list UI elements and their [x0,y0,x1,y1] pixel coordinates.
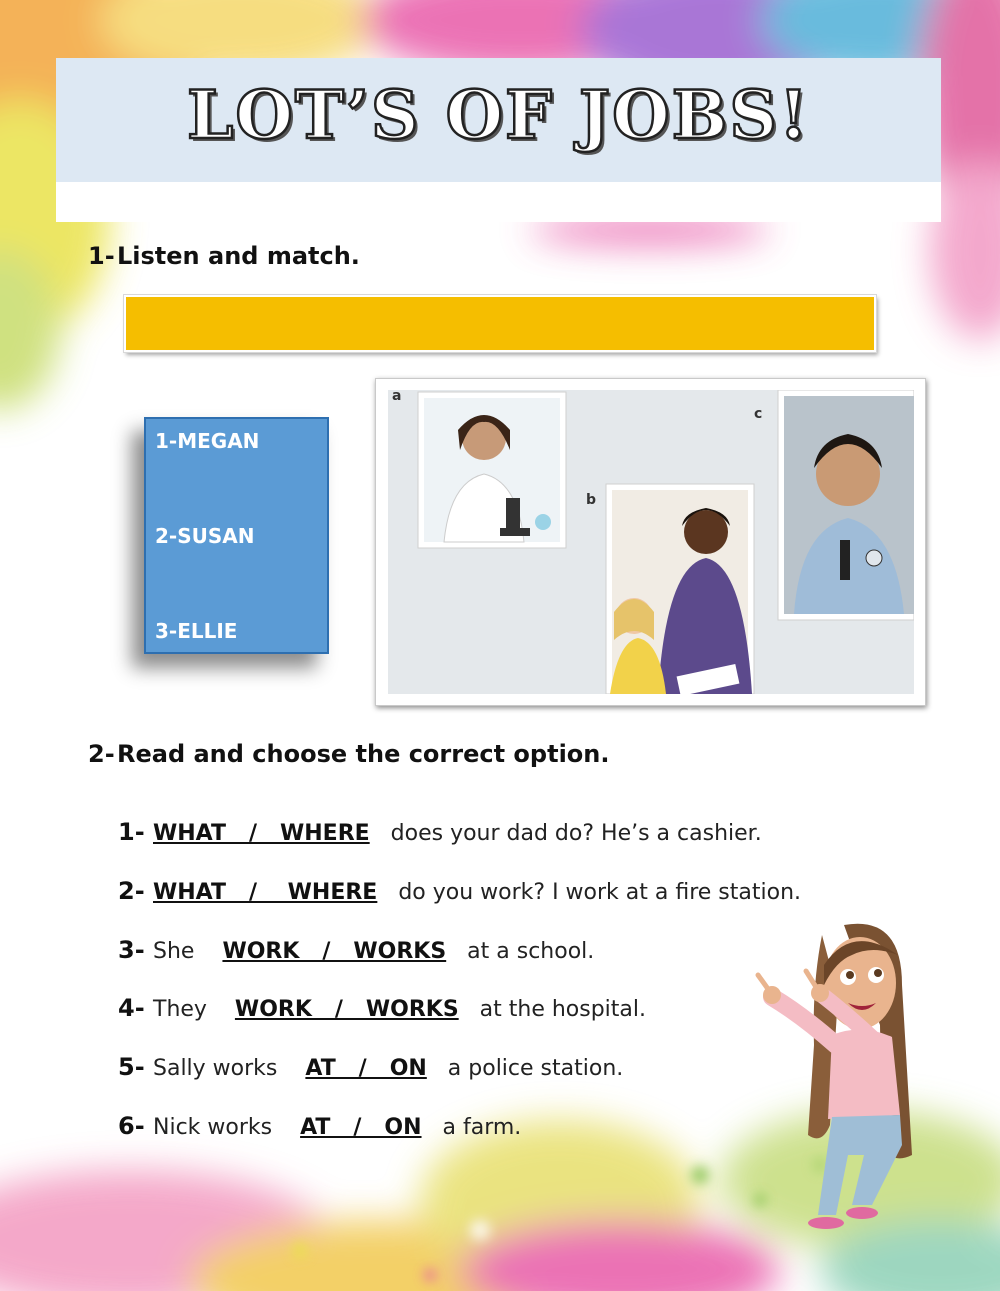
section-1-text: Listen and match. [117,242,360,270]
avatar [752,905,952,1245]
question-item [118,994,646,1022]
names-box [144,417,329,654]
section-2-number: 2- [88,740,115,768]
question-text-pre: Sally works [153,1056,278,1081]
question-number: 4- [118,994,145,1022]
question-item [118,1053,623,1081]
question-number: 1- [118,818,145,846]
question-item [118,877,801,905]
question-item [118,818,762,846]
name-item-megan[interactable]: 1-MEGAN [155,429,260,453]
question-text-post: a farm. [442,1115,522,1140]
question-item [118,936,594,964]
question-item [118,1112,521,1140]
jobs-photo-illustration [388,390,914,694]
photo-c-police-officer [778,390,914,620]
name-item-ellie[interactable]: 3-ELLIE [155,619,238,643]
option-choice[interactable]: WHAT / WHERE [153,880,378,905]
photo-label-c: c [754,406,763,422]
option-choice[interactable]: WHAT / WHERE [153,821,370,846]
title-banner [56,58,941,182]
question-number: 6- [118,1112,145,1140]
question-text-pre: They [153,997,207,1022]
option-choice[interactable]: AT / ON [305,1056,427,1081]
option-choice[interactable]: WORK / WORKS [234,997,459,1022]
photo-label-a: a [392,390,402,404]
question-text-post: a police station. [447,1056,624,1081]
option-choice[interactable]: AT / ON [300,1115,422,1140]
photo-b-teacher [606,484,754,694]
question-number: 3- [118,936,145,964]
section-2-text: Read and choose the correct option. [117,740,610,768]
photo-label-b: b [586,492,597,508]
page-title: LOT’S OF JOBS! [186,76,811,154]
title-banner-lower [56,182,941,222]
jobs-photo [375,378,926,706]
section-1-number: 1- [88,242,115,270]
answer-bar[interactable] [124,295,876,352]
question-text-post: at the hospital. [479,997,647,1022]
photo-a-scientist [418,392,566,548]
question-number: 5- [118,1053,145,1081]
section-2-heading [88,740,609,768]
section-1-heading [88,242,360,270]
question-number: 2- [118,877,145,905]
option-choice[interactable]: WORK / WORKS [222,939,447,964]
question-text-post: do you work? I work at a fire station. [398,880,802,905]
question-text-post: does your dad do? He’s a cashier. [390,821,762,846]
question-text-pre: Nick works [153,1115,273,1140]
question-text-pre: She [153,939,195,964]
name-item-susan[interactable]: 2-SUSAN [155,524,255,548]
question-text-post: at a school. [467,939,595,964]
